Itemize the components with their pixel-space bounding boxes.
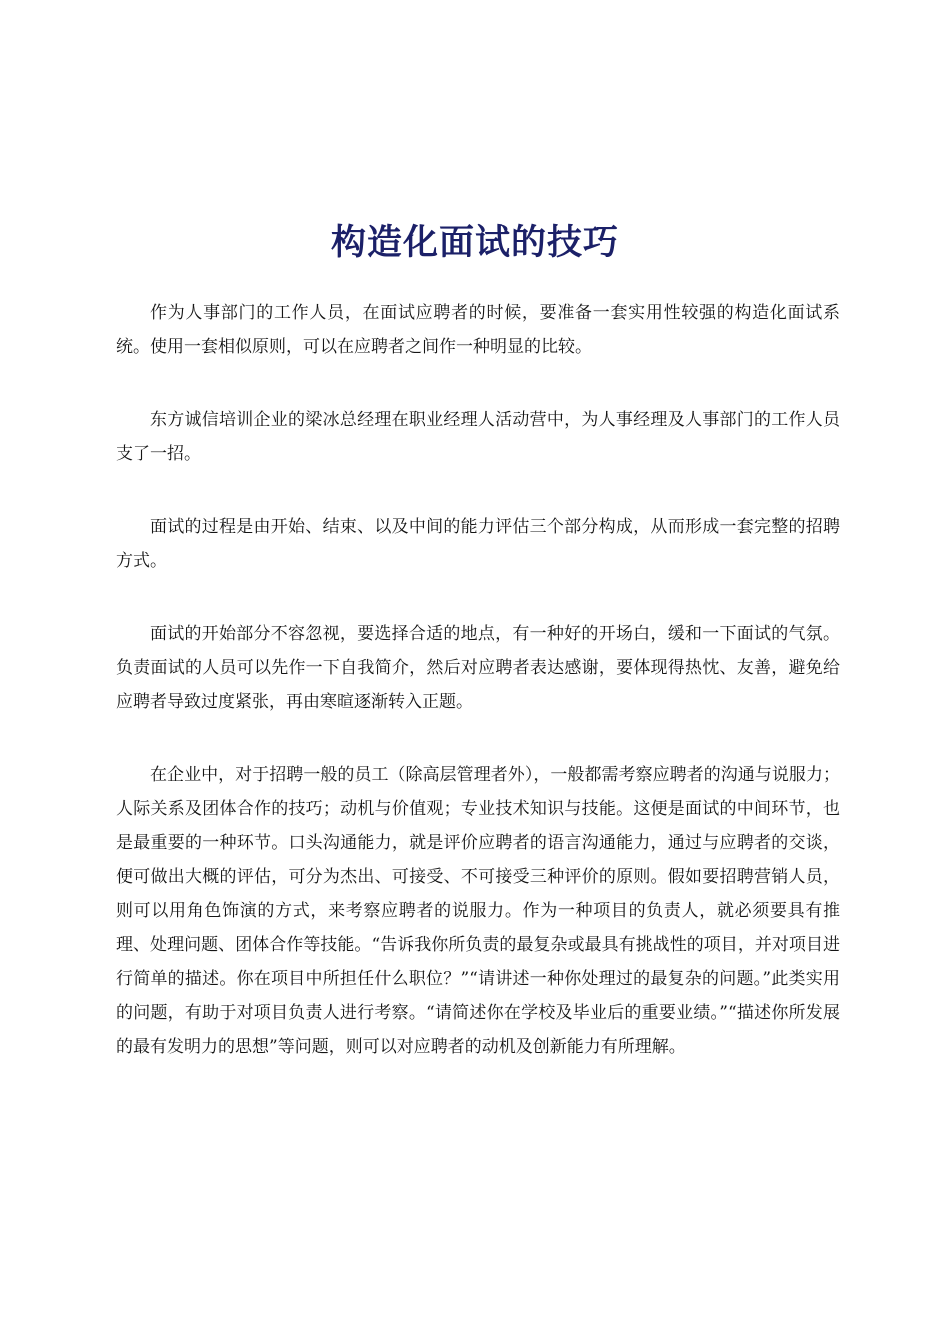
document-title: 构造化面试的技巧 — [330, 222, 619, 264]
document-body — [116, 296, 840, 1064]
paragraph-intro: 作为人事部门的工作人员，在面试应聘者的时候，要准备一套实用性较强的构造化面试系统。使用一套相似原则，可以在应聘者之间作一种明显的比较。 — [116, 303, 840, 357]
paragraph-source: 东方诚信培训企业的梁冰总经理在职业经理人活动营中，为人事经理及人事部门的工作人员支了一招。 — [116, 410, 840, 464]
paragraph-process: 面试的过程是由开始、结束、以及中间的能力评估三个部分构成，从而形成一套完整的招聘方式。 — [116, 517, 840, 571]
paragraph-middle: 在企业中，对于招聘一般的员工（除高层管理者外），一般都需考察应聘者的沟通与说服力；人际关系及团体合作的技巧；动机与价值观；专业技术知识与技能。这便是面试的中间环节，也是最重要的一种环节。口头沟通能力，就是评价应聘者的语言沟通能力，通过与应聘者的交谈，便可做出大概的评估，可分为杰出、可接受、不可接受三种评价的原则。假如要招聘营销人员，则可以用角色饰演的方式，来考察应聘者的说服力。作为一种项目的负责人，就必须要具有推理、处理问题、团体合作等技能。“告诉我你所负责的最复杂或最具有挑战性的项目，并对项目进行简单的描述。你在项目中所担任什么职位？”“请讲述一种你处理过的最复杂的问题。”此类实用的问题，有助于对项目负责人进行考察。“请简述你在学校及毕业后的重要业绩。”“描述你所发展的最有发明力的思想”等问题，则可以对应聘者的动机及创新能力有所理解。 — [116, 765, 840, 1057]
paragraph-opening: 面试的开始部分不容忽视，要选择合适的地点，有一种好的开场白，缓和一下面试的气氛。负责面试的人员可以先作一下自我简介，然后对应聘者表达感谢，要体现得热忱、友善，避免给应聘者导致过度紧张，再由寒暄逐渐转入正题。 — [116, 624, 840, 712]
